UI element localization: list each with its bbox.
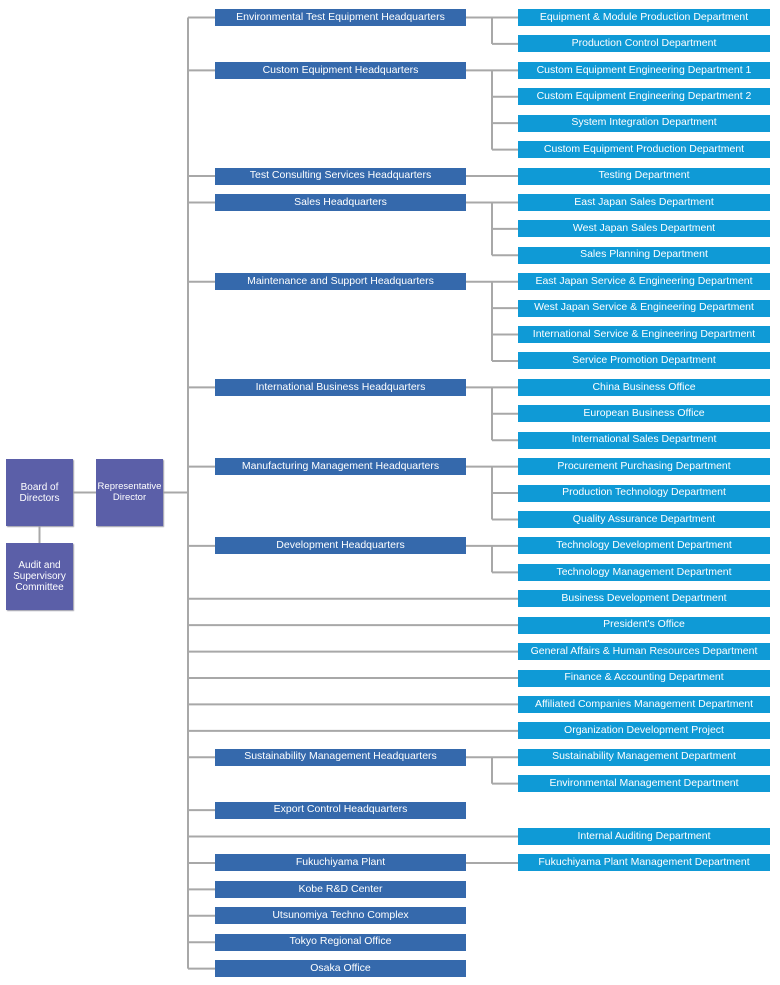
board-of-directors: Board of Directors — [6, 459, 73, 526]
department-box: Procurement Purchasing Department — [518, 458, 770, 475]
department-box: Environmental Management Department — [518, 775, 770, 792]
department-box: Testing Department — [518, 168, 770, 185]
department-box: System Integration Department — [518, 115, 770, 132]
department-box: West Japan Service & Engineering Department — [518, 300, 770, 317]
department-box: Custom Equipment Production Department — [518, 141, 770, 158]
internal-auditing-box: Internal Auditing Department — [518, 828, 770, 845]
fukuchiyama-plant-box: Fukuchiyama Plant — [215, 854, 466, 871]
department-box: Sales Planning Department — [518, 247, 770, 264]
direct-department-box: President's Office — [518, 617, 770, 634]
department-box: East Japan Sales Department — [518, 194, 770, 211]
department-box: West Japan Sales Department — [518, 220, 770, 237]
headquarters-box: Maintenance and Support Headquarters — [215, 273, 466, 290]
site-box: Kobe R&D Center — [215, 881, 466, 898]
audit-supervisory-committee: Audit and Supervisory Committee — [6, 543, 73, 610]
department-box: Custom Equipment Engineering Department 2 — [518, 88, 770, 105]
headquarters-box: Test Consulting Services Headquarters — [215, 168, 466, 185]
site-box: Osaka Office — [215, 960, 466, 977]
department-box: Technology Development Department — [518, 537, 770, 554]
direct-department-box: Finance & Accounting Department — [518, 670, 770, 687]
headquarters-box: International Business Headquarters — [215, 379, 466, 396]
headquarters-box: Environmental Test Equipment Headquarters — [215, 9, 466, 26]
department-box: Equipment & Module Production Department — [518, 9, 770, 26]
department-box: Technology Management Department — [518, 564, 770, 581]
fukuchiyama-dept-box: Fukuchiyama Plant Management Department — [518, 854, 770, 871]
representative-director: Representative Director — [96, 459, 163, 526]
site-box: Tokyo Regional Office — [215, 934, 466, 951]
department-box: China Business Office — [518, 379, 770, 396]
department-box: Custom Equipment Engineering Department 1 — [518, 62, 770, 79]
headquarters-box: Development Headquarters — [215, 537, 466, 554]
department-box: Production Control Department — [518, 35, 770, 52]
direct-department-box: General Affairs & Human Resources Department — [518, 643, 770, 660]
department-box: East Japan Service & Engineering Department — [518, 273, 770, 290]
department-box: Quality Assurance Department — [518, 511, 770, 528]
direct-department-box: Organization Development Project — [518, 722, 770, 739]
site-box: Utsunomiya Techno Complex — [215, 907, 466, 924]
direct-department-box: Affiliated Companies Management Department — [518, 696, 770, 713]
headquarters-box: Custom Equipment Headquarters — [215, 62, 466, 79]
headquarters-box: Sales Headquarters — [215, 194, 466, 211]
department-box: International Sales Department — [518, 432, 770, 449]
direct-department-box: Business Development Department — [518, 590, 770, 607]
department-box: European Business Office — [518, 405, 770, 422]
headquarters-box: Sustainability Management Headquarters — [215, 749, 466, 766]
department-box: Sustainability Management Department — [518, 749, 770, 766]
department-box: International Service & Engineering Department — [518, 326, 770, 343]
headquarters-box: Export Control Headquarters — [215, 802, 466, 819]
department-box: Production Technology Department — [518, 485, 770, 502]
department-box: Service Promotion Department — [518, 352, 770, 369]
headquarters-box: Manufacturing Management Headquarters — [215, 458, 466, 475]
